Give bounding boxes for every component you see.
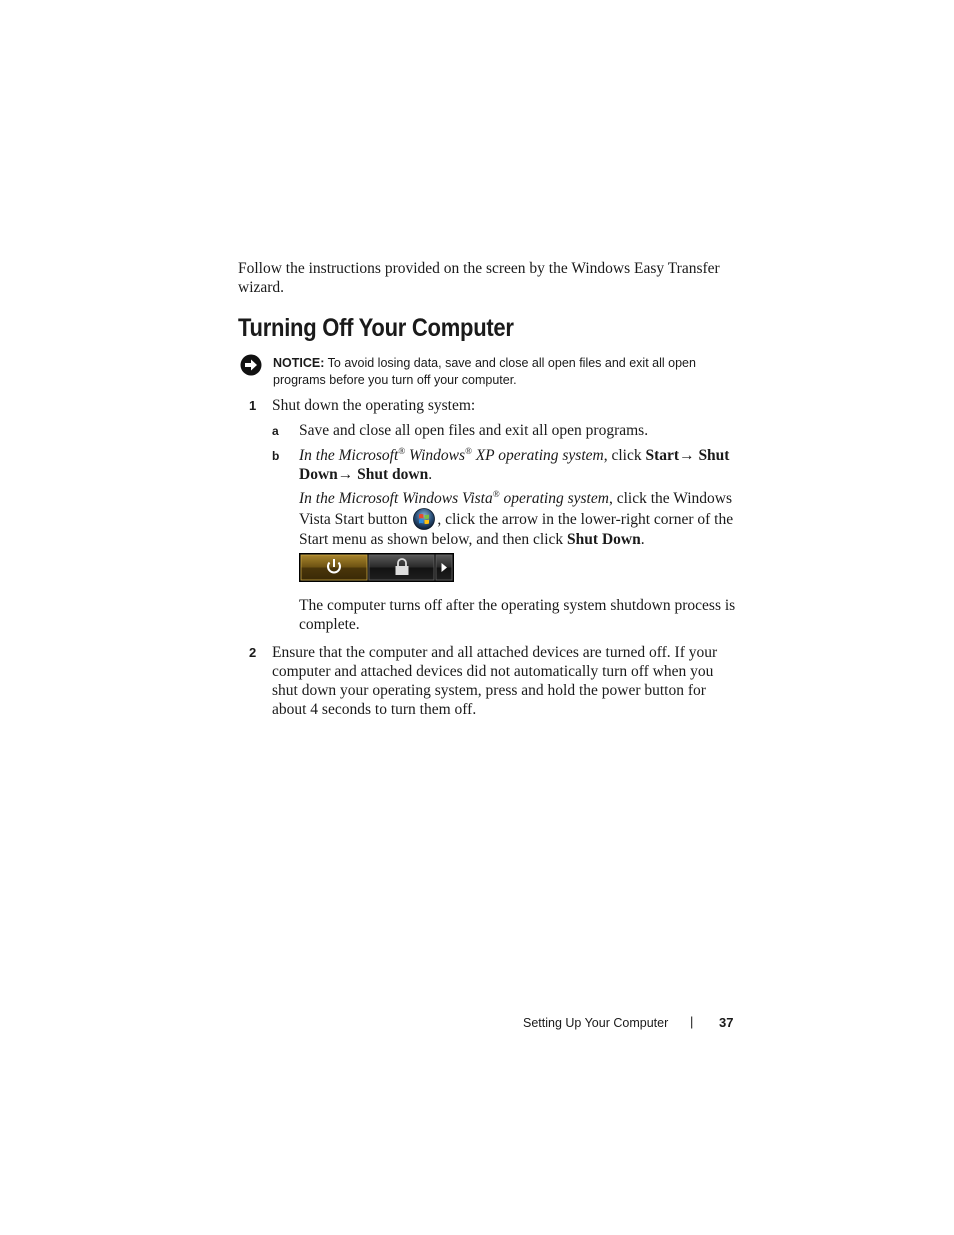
- substep-letter: b: [272, 449, 280, 463]
- windows-start-orb-icon: [413, 508, 435, 530]
- substep-text: Save and close all open files and exit all open programs.: [299, 422, 649, 439]
- notice-label: NOTICE:: [273, 356, 325, 370]
- notice-text: [273, 355, 738, 389]
- footer-separator: |: [690, 1014, 694, 1029]
- power-button[interactable]: [301, 555, 367, 580]
- notice-body: To avoid losing data, save and close all open files and exit all open programs before you turn off your computer.: [273, 356, 696, 387]
- start-menu-path: Start→ Shut Down→ Shut down: [299, 447, 730, 483]
- step-text: Shut down the operating system:: [272, 397, 476, 414]
- vista-start-menu-bar: [299, 553, 454, 582]
- step-number: 2: [249, 645, 257, 660]
- page-number: 37: [719, 1015, 734, 1030]
- result-text: The computer turns off after the operating system shutdown process is complete.: [299, 597, 736, 633]
- footer-section-title: Setting Up Your Computer: [523, 1016, 669, 1030]
- vista-instruction: In the Microsoft Windows Vista® operating system, click the Windows Vista Start button , click the arrow in the lower-right corner of the Start menu as shown below, and then click Shut Down.: [299, 489, 734, 548]
- step-number: 1: [249, 398, 257, 413]
- substep-letter: a: [272, 424, 279, 438]
- step-text: Ensure that the computer and all attached devices are turned off. If your computer and attached devices did not automatically turn off when you shut down your operating system, press and hold the power button for about 4 seconds to turn them off.: [272, 644, 718, 718]
- xp-instruction: In the Microsoft® Windows® XP operating system, click Start→ Shut Down→ Shut down.: [299, 446, 730, 483]
- page-heading: Turning Off Your Computer: [238, 314, 514, 342]
- shutdown-options-arrow-button[interactable]: [436, 555, 452, 580]
- lock-button[interactable]: [369, 555, 434, 580]
- intro-paragraph: Follow the instructions provided on the screen by the Windows Easy Transfer wizard.: [238, 260, 720, 296]
- notice-arrow-icon: [240, 354, 262, 376]
